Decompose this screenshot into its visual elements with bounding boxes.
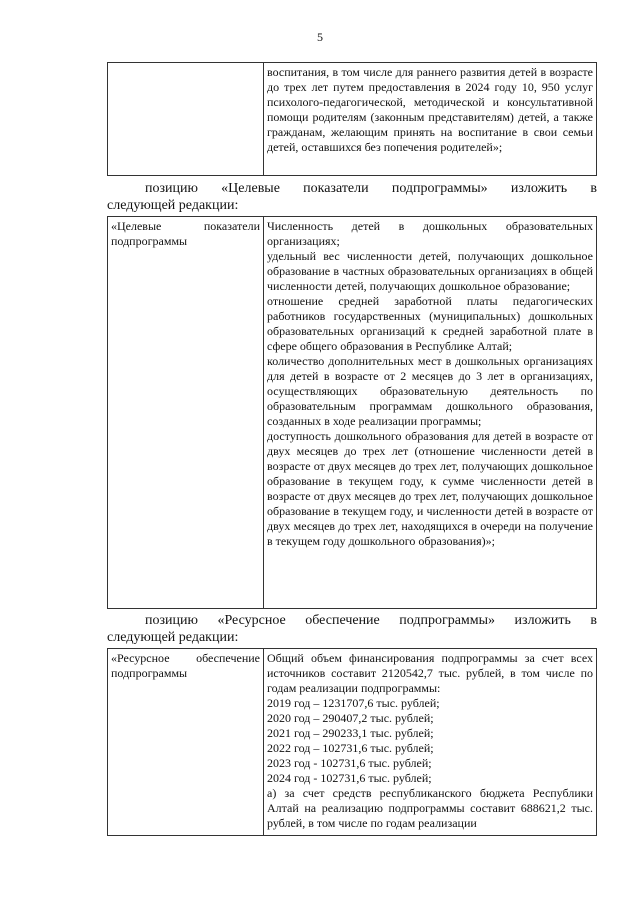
target-indicators-content-cell <box>264 217 597 609</box>
funding-year-item: 2024 год - 102731,6 тыс. рублей; <box>267 771 432 785</box>
continuation-right-cell <box>264 63 597 176</box>
resource-provision-content-cell <box>264 649 597 836</box>
indicator-item: отношение средней заработной платы педагогических работников государственных (муниципальных) дошкольных образовательных организаций к средней заработной плате в сфере общего образования в Республике Алтай; <box>267 294 593 353</box>
target-indicators-label-cell <box>108 217 264 609</box>
indicator-item: доступность дошкольного образования для детей в возрасте от двух месяцев до трех лет (отношение численности детей в возрасте от двух месяцев до трех лет, получающих дошкольное образование в текущем году, к сумме численности детей в возрасте от двух месяцев до трех лет, получающих дошкольное образование в текущем году, и численности детей в возрасте от двух месяцев до трех лет, находящихся в очереди на получение в текущем году дошкольного образования)»; <box>267 429 593 548</box>
funding-year-item: 2019 год – 1231707,6 тыс. рублей; <box>267 696 440 710</box>
page-number: 5 <box>317 30 323 44</box>
resource-provision-table <box>107 648 597 836</box>
funding-year-item: 2020 год – 290407,2 тыс. рублей; <box>267 711 434 725</box>
funding-year-item: 2021 год – 290233,1 тыс. рублей; <box>267 726 434 740</box>
target-indicators-table <box>107 216 597 609</box>
resource-provision-label: «Ресурсное обеспечение подпрограммы <box>111 651 260 680</box>
continuation-text: воспитания, в том числе для раннего развития детей в возрасте до трех лет путем предоставления в 2024 году 10, 950 услуг психолого-педагогической, методической и консультативной помощи родителям (законным представителям) детей, а также гражданам, желающим принять на воспитание в свои семьи детей, оставшихся без попечения родителей»; <box>267 65 593 154</box>
funding-item: а) за счет средств республиканского бюджета Республики Алтай на реализацию подпрограммы составит 688621,2 тыс. рублей, в том числе по годам реализации <box>267 786 593 830</box>
instruction-target-indicators <box>107 180 597 214</box>
funding-item: Общий объем финансирования подпрограммы за счет всех источников составит 2120542,7 тыс. рублей, в том числе по годам реализации подпрограммы: <box>267 651 593 695</box>
instruction-resource-provision <box>107 612 597 646</box>
indicator-item: Численность детей в дошкольных образовательных организациях; <box>267 219 593 248</box>
instruction-line: позицию «Целевые показатели подпрограммы» изложить в <box>145 181 597 196</box>
indicator-item: количество дополнительных мест в дошкольных организациях для детей в возрасте от 2 месяцев до 3 лет в организациях, осуществляющих образовательную деятельность по образовательным программам дошкольного образования, созданных в ходе реализации программы; <box>267 354 593 428</box>
instruction-line: следующей редакции: <box>107 630 239 645</box>
instruction-line: позицию «Ресурсное обеспечение подпрограммы» изложить в <box>145 613 597 628</box>
continuation-table <box>107 62 597 176</box>
resource-provision-label-cell <box>108 649 264 836</box>
funding-year-item: 2022 год – 102731,6 тыс. рублей; <box>267 741 434 755</box>
continuation-left-cell <box>108 63 264 176</box>
target-indicators-label: «Целевые показатели подпрограммы <box>111 219 260 248</box>
instruction-line: следующей редакции: <box>107 198 239 213</box>
funding-year-item: 2023 год - 102731,6 тыс. рублей; <box>267 756 432 770</box>
indicator-item: удельный вес численности детей, получающих дошкольное образование в частных образовательных организациях в общей численности детей, получающих дошкольное образование; <box>267 249 593 293</box>
